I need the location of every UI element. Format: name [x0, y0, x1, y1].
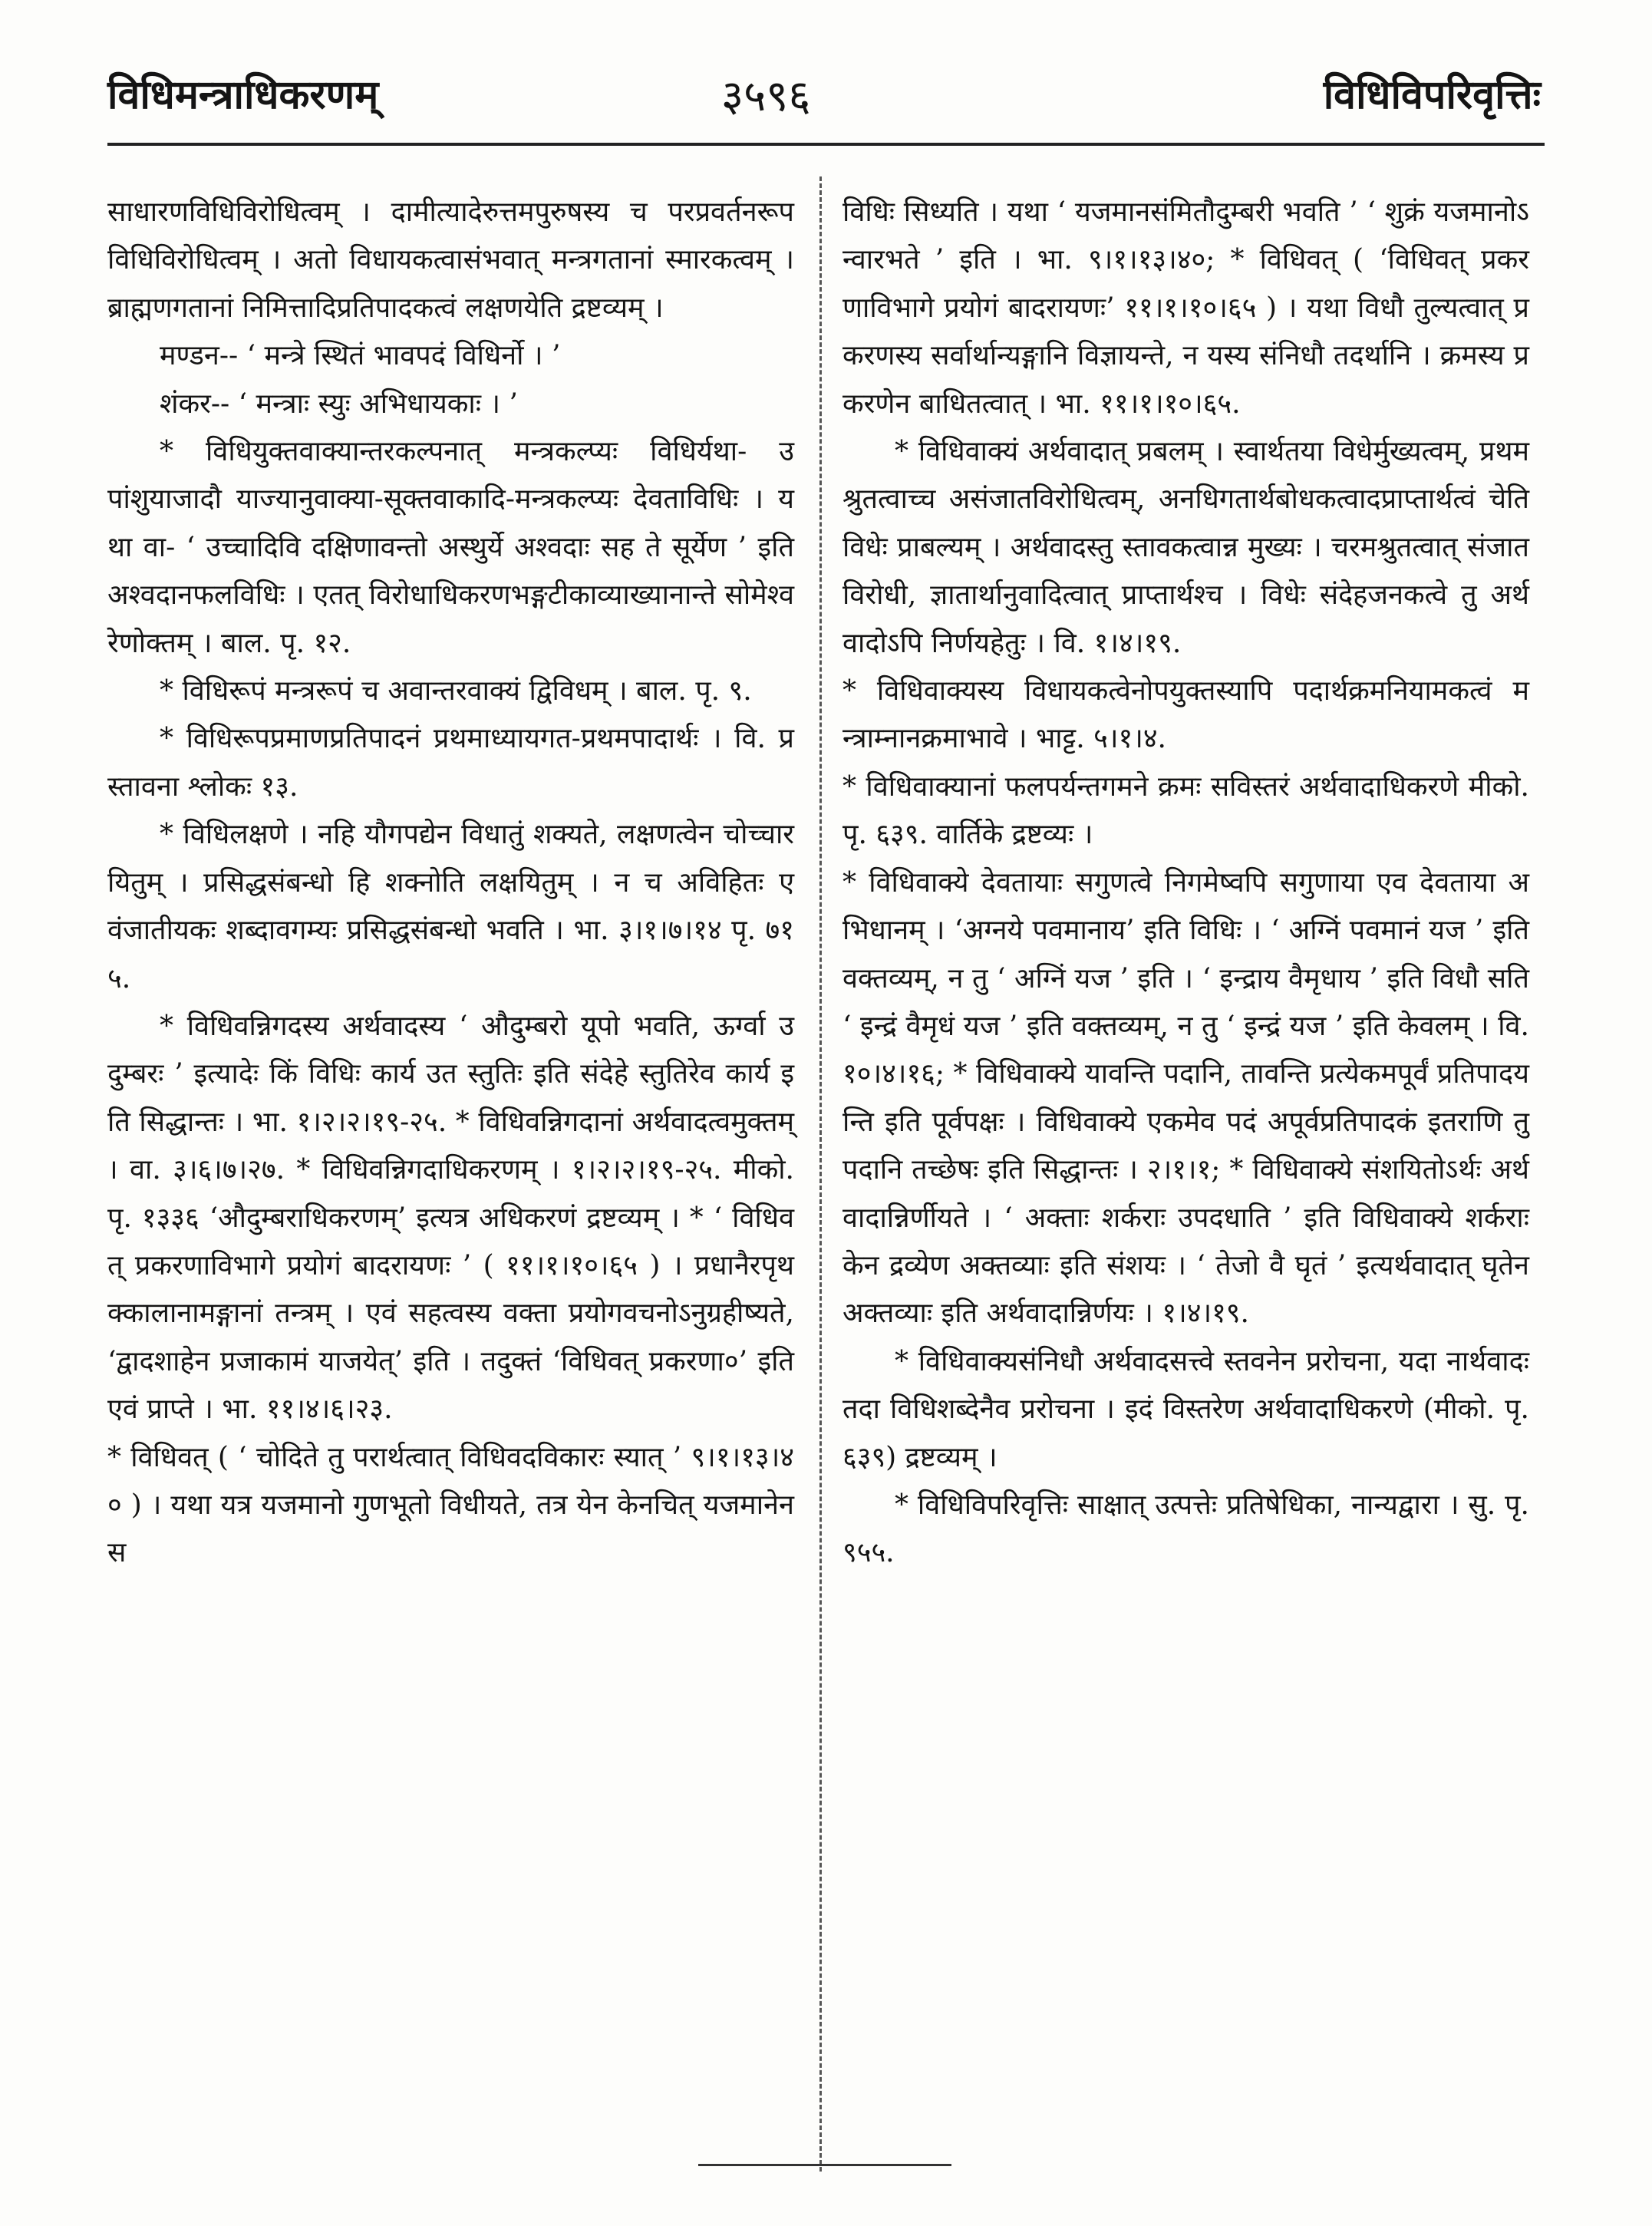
paragraph: * विधिवत् ( ‘ चोदिते तु परार्थत्वात् विधिवदविकारः स्यात् ’ ९।१।१३।४० ) । यथा यत्र यजमानो गुणभूतो विधीयते, तत्र येन केनचित् यजमानेन स: [107, 1441, 794, 1569]
running-head-right: विधिविपरिवृत्तिः: [1323, 71, 1541, 118]
left-column: [107, 189, 794, 1578]
paragraph: * विधिवाक्यानां फलपर्यन्तगमने क्रमः सविस्तरं अर्थवादाधिकरणे मीको. पृ. ६३९. वार्तिके द्रष्टव्यः ।: [842, 770, 1529, 851]
paragraph: साधारणविधिविरोधित्वम् । दामीत्यादेरुत्तमपुरुषस्य च परप्रवर्तनरूपविधिविरोधित्वम् । अतो विधायकत्वासंभवात् मन्त्रगतानां स्मारकत्वम् । ब्राह्मणगतानां निमित्तादिप्रतिपादकत्वं लक्षणयेति द्रष्टव्यम् ।: [107, 196, 794, 324]
running-head-left: विधिमन्त्राधिकरणम्: [107, 71, 379, 118]
paragraph: मण्डन-- ‘ मन्त्रे स्थितं भावपदं विधिर्नो । ’: [160, 340, 561, 372]
paragraph: विधिः सिध्यति । यथा ‘ यजमानसंमितौदुम्बरी भवति ’ ‘ शुक्रं यजमानोऽन्वारभते ’ इति । भा. ९।१।१३।४०; * विधिवत् ( ‘विधिवत् प्रकरणाविभागे प्रयोगं बादरायणः’ ११।१।१०।६५ ) । यथा विधौ तुल्यत्वात् प्रकरणस्य सर्वार्थान्यङ्गानि विज्ञायन्ते, न यस्य संनिधौ तदर्थानि । क्रमस्य प्रकरणेन बाधितत्वात् । भा. ११।१।१०।६५.: [842, 196, 1529, 420]
paragraph: * विधिरूपप्रमाणप्रतिपादनं प्रथमाध्यायगत-प्रथमपादार्थः । वि. प्रस्तावना श्लोकः १३.: [107, 723, 794, 803]
paragraph: * विधिवाक्ये देवतायाः सगुणत्वे निगमेष्वपि सगुणाया एव देवताया अभिधानम् । ‘अग्नये पवमानाय’ इति विधिः । ‘ अग्निं पवमानं यज ’ इति वक्तव्यम्, न तु ‘ अग्निं यज ’ इति । ‘ इन्द्राय वैमृधाय ’ इति विधौ सति ‘ इन्द्रं वैमृधं यज ’ इति वक्तव्यम्, न तु ‘ इन्द्रं यज ’ इति केवलम् । वि. १०।४।१६; * विधिवाक्ये यावन्ति पदानि, तावन्ति प्रत्येकमपूर्वं प्रतिपादयन्ति इति पूर्वपक्षः । विधिवाक्ये एकमेव पदं अपूर्वप्रतिपादकं इतराणि तु पदानि तच्छेषः इति सिद्धान्तः । २।१।१; * विधिवाक्ये संशयितोऽर्थः अर्थवादान्निर्णीयते । ‘ अक्ताः शर्कराः उपदधाति ’ इति विधिवाक्ये शर्कराः केन द्रव्येण अक्तव्याः इति संशयः । ‘ तेजो वै घृतं ’ इत्यर्थवादात् घृतेन अक्तव्याः इति अर्थवादान्निर्णयः । १।४।१९.: [842, 866, 1529, 1330]
footer-rule: [698, 2164, 951, 2166]
column-divider: [819, 176, 822, 2172]
right-column: [842, 189, 1529, 1578]
paragraph: शंकर-- ‘ मन्त्राः स्युः अभिधायकाः । ’: [160, 387, 518, 420]
paragraph: * विधिवाक्यसंनिधौ अर्थवादसत्त्वे स्तवनेन प्ररोचना, यदा नार्थवादः तदा विधिशब्देनैव प्ररोचना । इदं विस्तरेण अर्थवादाधिकरणे (मीको. पृ. ६३९) द्रष्टव्यम् ।: [842, 1345, 1529, 1473]
paragraph: * विधिविपरिवृत्तिः साक्षात् उत्पत्तेः प्रतिषेधिका, नान्यद्वारा । सु. पृ. ९५५.: [842, 1489, 1529, 1569]
paragraph: * विधिरूपं मन्त्ररूपं च अवान्तरवाक्यं द्विविधम् । बाल. पृ. ९.: [160, 675, 752, 707]
paragraph: * विधिलक्षणे । नहि यौगपद्येन विधातुं शक्यते, लक्षणत्वेन चोच्चारयितुम् । प्रसिद्धसंबन्धो हि शक्नोति लक्षयितुम् । न च अविहितः एवंजातीयकः शब्दावगम्यः प्रसिद्धसंबन्धो भवति । भा. ३।१।७।१४ पृ. ७१५.: [107, 819, 794, 994]
paragraph: * विधिवाक्यं अर्थवादात् प्रबलम् । स्वार्थतया विधेर्मुख्यत्वम्, प्रथमश्रुतत्वाच्च असंजातविरोधित्वम्, अनधिगतार्थबोधकत्वादप्राप्तार्थत्वं चेति विधेः प्राबल्यम् । अर्थवादस्तु स्तावकत्वान्न मुख्यः । चरमश्रुतत्वात् संजातविरोधी, ज्ञातार्थानुवादित्वात् प्राप्तार्थश्च । विधेः संदेहजनकत्वे तु अर्थवादोऽपि निर्णयहेतुः । वि. १।४।१९.: [842, 436, 1529, 659]
paragraph: * विधिवाक्यस्य विधायकत्वेनोपयुक्तस्यापि पदार्थक्रमनियामकत्वं मन्त्राम्नानक्रमाभावे । भाट्ट. ५।१।४.: [842, 675, 1529, 755]
page-number: ३५९६: [721, 71, 811, 121]
header-rule: [107, 143, 1545, 146]
paragraph: * विधिवन्निगदस्य अर्थवादस्य ‘ औदुम्बरो यूपो भवति, ऊर्ग्वा उदुम्बरः ’ इत्यादेः किं विधिः कार्य उत स्तुतिः इति संदेहे स्तुतिरेव कार्य इति सिद्धान्तः । भा. १।२।२।१९-२५. * विधिवन्निगदानां अर्थवादत्वमुक्तम् । वा. ३।६।७।२७. * विधिवन्निगदाधिकरणम् । १।२।२।१९-२५. मीको. पृ. १३३६ ‘औदुम्बराधिकरणम्’ इत्यत्र अधिकरणं द्रष्टव्यम् । * ‘ विधिवत् प्रकरणाविभागे प्रयोगं बादरायणः ’ ( ११।१।१०।६५ ) । प्रधानैरपृथक्कालानामङ्गानां तन्त्रम् । एवं सहत्वस्य वक्ता प्रयोगवचनोऽनुग्रहीष्यते, ‘द्वादशाहेन प्रजाकामं याजयेत्’ इति । तदुक्तं ‘विधिवत् प्रकरणा०’ इति एवं प्राप्ते । भा. ११।४।६।२३.: [107, 1010, 794, 1426]
paragraph: * विधियुक्तवाक्यान्तरकल्पनात् मन्त्रकल्प्यः विधिर्यथा- उपांशुयाजादौ याज्यानुवाक्या-सूक्तवाकादि-मन्त्रकल्प्यः देवताविधिः । यथा वा- ‘ उच्चादिवि दक्षिणावन्तो अस्थुर्ये अश्वदाः सह ते सूर्येण ’ इति अश्वदानफलविधिः । एतत् विरोधाधिकरणभङ्गटीकाव्याख्यानान्ते सोमेश्वरेणोक्तम् । बाल. पृ. १२.: [107, 436, 794, 659]
